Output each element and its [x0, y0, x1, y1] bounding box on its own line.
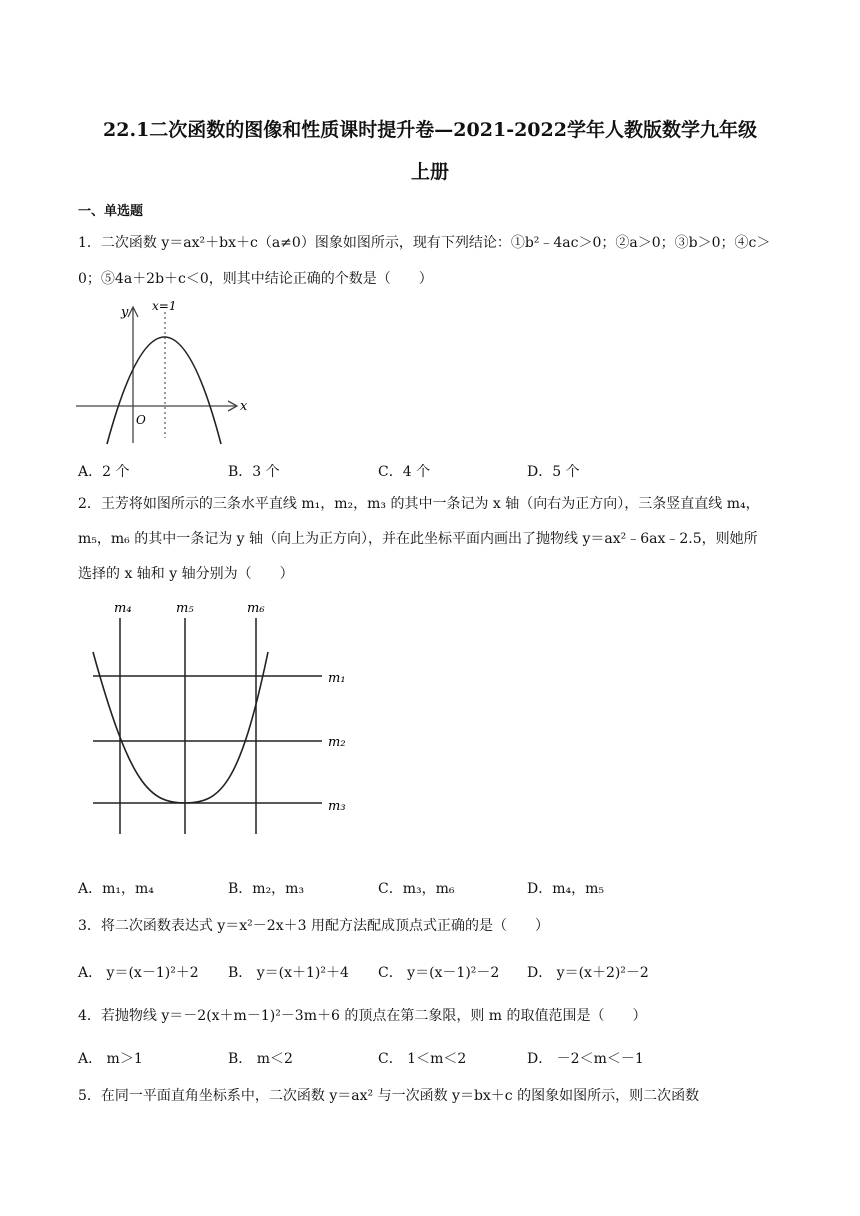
question-number: 1．	[78, 235, 101, 251]
label-m6: m₆	[247, 601, 265, 616]
question-5-line1	[78, 1081, 784, 1111]
question-4-line1	[78, 1001, 784, 1031]
section-heading: 一、单选题	[78, 204, 144, 219]
question-2-line3	[78, 559, 784, 589]
option-d: D． －2＜m＜－1	[527, 1051, 644, 1067]
option-c: C． 1＜m＜2	[378, 1051, 467, 1067]
option-d: D． y＝(x＋2)²－2	[527, 965, 649, 981]
option-b: B． y＝(x＋1)²＋4	[228, 965, 349, 981]
x-axis-label: x	[240, 399, 248, 414]
label-m4: m₄	[114, 601, 132, 616]
option-d: D．5 个	[527, 464, 580, 480]
document-title-line2: 上册	[410, 161, 449, 183]
question-stem: 将二次函数表达式 y＝x²－2x＋3 用配方法配成顶点式正确的是（ ）	[100, 918, 549, 934]
option-a: A． m＞1	[78, 1051, 143, 1067]
question-stem: 王芳将如图所示的三条水平直线 m₁，m₂，m₃ 的其中一条记为 x 轴（向右为正方向），三条竖直直线 m₄，	[100, 496, 760, 512]
label-m3: m₃	[328, 799, 346, 814]
option-c: C．m₃，m₆	[378, 881, 455, 897]
question-number: 4．	[78, 1008, 101, 1024]
question-1-parabola-figure	[76, 298, 256, 448]
option-a: A．m₁，m₄	[78, 881, 154, 897]
question-1-line1	[78, 228, 784, 258]
question-3-line1	[78, 911, 784, 941]
option-c: C．4 个	[378, 464, 431, 480]
label-m1: m₁	[328, 671, 346, 686]
question-stem: 选择的 x 轴和 y 轴分别为（ ）	[78, 566, 294, 582]
option-b: B．m₂，m₃	[228, 881, 305, 897]
question-number: 3．	[78, 918, 101, 934]
question-number: 2．	[78, 496, 101, 512]
question-2-line1	[78, 489, 784, 519]
origin-label: O	[136, 413, 146, 427]
symmetry-label: x=1	[152, 299, 177, 313]
question-stem: 0；⑤4a＋2b＋c＜0，则其中结论正确的个数是（ ）	[78, 271, 433, 287]
option-d: D．m₄，m₅	[527, 881, 604, 897]
label-m5: m₅	[176, 601, 194, 616]
question-2-grid-figure	[90, 596, 360, 836]
question-stem: 若抛物线 y＝－2(x＋m－1)²－3m＋6 的顶点在第二象限，则 m 的取值范围是（ ）	[100, 1008, 647, 1024]
question-number: 5．	[78, 1088, 101, 1104]
option-b: B．3 个	[228, 464, 280, 480]
label-m2: m₂	[328, 735, 346, 750]
option-b: B． m＜2	[228, 1051, 293, 1067]
question-1-line2	[78, 264, 784, 294]
option-a: A．2 个	[78, 464, 130, 480]
question-stem: 在同一平面直角坐标系中，二次函数 y＝ax² 与一次函数 y＝bx＋c 的图象如图所示，则二次函数	[100, 1088, 700, 1104]
question-stem: m₅，m₆ 的其中一条记为 y 轴（向上为正方向），并在此坐标平面内画出了抛物线 y＝ax²﹣6ax﹣2.5，则她所	[78, 531, 758, 547]
y-axis-label: y	[121, 305, 129, 320]
option-a: A． y＝(x－1)²＋2	[78, 965, 199, 981]
option-c: C． y＝(x－1)²－2	[378, 965, 500, 981]
document-title-line1: 22.1二次函数的图像和性质课时提升卷—2021-2022学年人教版数学九年级	[103, 119, 757, 141]
question-stem: 二次函数 y＝ax²＋bx＋c（a≠0）图象如图所示，现有下列结论：①b²﹣4ac＞0；②a＞0；③b＞0；④c＞	[100, 235, 771, 251]
question-2-line2	[78, 524, 784, 554]
